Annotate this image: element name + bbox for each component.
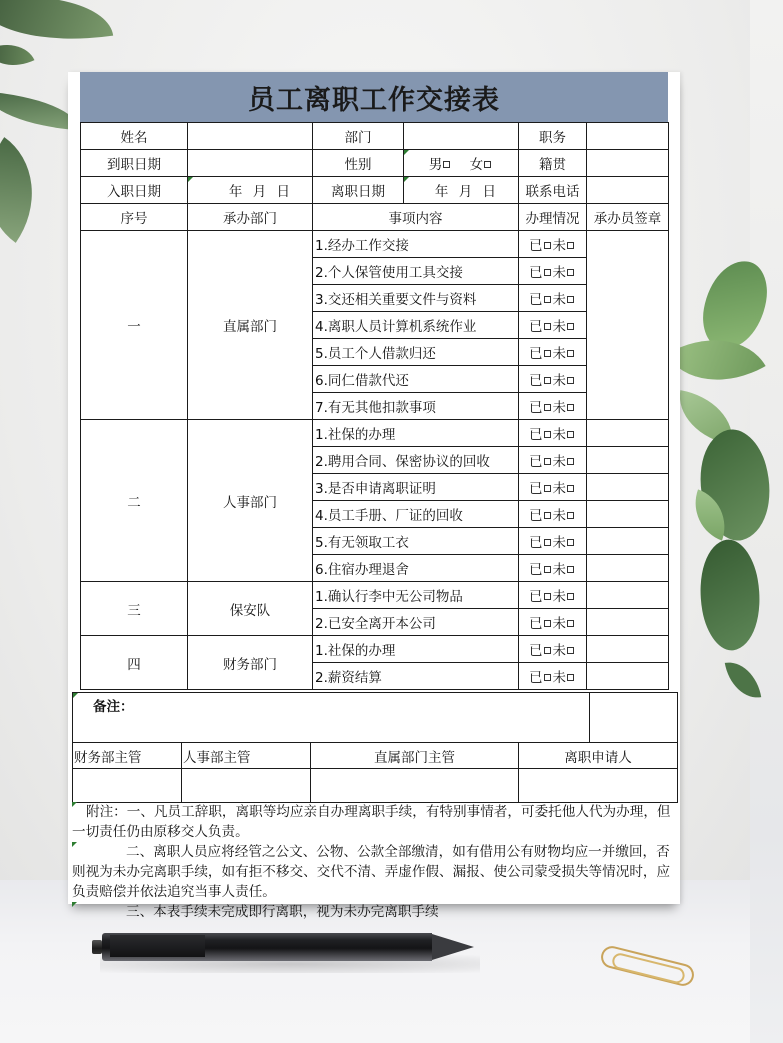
status-done-checkbox[interactable] <box>544 323 551 330</box>
gender-female-checkbox[interactable] <box>484 161 491 168</box>
item-content: 6.同仁借款代还 <box>313 366 519 393</box>
item-status <box>519 528 587 555</box>
signature-cell[interactable] <box>587 528 669 555</box>
item-status <box>519 447 587 474</box>
notes-section <box>72 802 677 922</box>
pen-clip <box>110 935 205 957</box>
item-content: 1.经办工作交接 <box>313 231 519 258</box>
status-not-done-label: 未 <box>552 481 566 497</box>
status-not-done-label: 未 <box>552 265 566 281</box>
table-row <box>81 636 669 663</box>
status-not-done-checkbox[interactable] <box>567 323 574 330</box>
table-row <box>81 231 669 258</box>
status-not-done-label: 未 <box>552 373 566 389</box>
signature-cell[interactable] <box>587 555 669 582</box>
note-paragraph-3: 三、本表手续未完成即行离职，视为未办完离职手续 <box>72 902 677 922</box>
status-done-checkbox[interactable] <box>544 485 551 492</box>
table-row <box>81 420 669 447</box>
item-content: 2.已安全离开本公司 <box>313 609 519 636</box>
status-done-checkbox[interactable] <box>544 269 551 276</box>
status-not-done-checkbox[interactable] <box>567 512 574 519</box>
item-status <box>519 312 587 339</box>
status-not-done-checkbox[interactable] <box>567 431 574 438</box>
status-not-done-label: 未 <box>552 427 566 443</box>
item-status <box>519 231 587 258</box>
status-not-done-label: 未 <box>552 670 566 686</box>
item-status <box>519 636 587 663</box>
info-row-3 <box>81 177 669 204</box>
remarks-field[interactable] <box>73 693 590 743</box>
status-done-label: 已 <box>529 238 543 254</box>
dept-label: 部门 <box>313 123 404 150</box>
entry-date-label: 入职日期 <box>81 177 188 204</box>
status-not-done-checkbox[interactable] <box>567 485 574 492</box>
group-dept: 人事部门 <box>188 420 313 582</box>
item-content: 1.确认行李中无公司物品 <box>313 582 519 609</box>
group-dept: 财务部门 <box>188 636 313 690</box>
status-not-done-label: 未 <box>552 319 566 335</box>
status-not-done-checkbox[interactable] <box>567 620 574 627</box>
remarks-label: 备注： <box>93 699 134 715</box>
status-done-label: 已 <box>529 643 543 659</box>
handover-table <box>80 122 669 690</box>
group-seq: 四 <box>81 636 188 690</box>
signature-header-row <box>73 743 678 769</box>
phone-field[interactable] <box>587 177 669 204</box>
group-seq: 一 <box>81 231 188 420</box>
status-done-checkbox[interactable] <box>544 458 551 465</box>
status-not-done-label: 未 <box>552 508 566 524</box>
phone-label: 联系电话 <box>519 177 587 204</box>
applicant-signature[interactable] <box>519 769 678 803</box>
col-header-dept: 承办部门 <box>188 204 313 231</box>
signature-row <box>73 769 678 803</box>
dept-field[interactable] <box>404 123 519 150</box>
status-done-label: 已 <box>529 292 543 308</box>
status-not-done-checkbox[interactable] <box>567 296 574 303</box>
status-done-checkbox[interactable] <box>544 296 551 303</box>
remarks-signature-table <box>72 692 678 803</box>
group-seq: 二 <box>81 420 188 582</box>
gender-label: 性别 <box>313 150 404 177</box>
item-status <box>519 474 587 501</box>
group-dept: 直属部门 <box>188 231 313 420</box>
item-status <box>519 366 587 393</box>
status-done-label: 已 <box>529 265 543 281</box>
status-done-checkbox[interactable] <box>544 431 551 438</box>
note-paragraph-2: 二、离职人员应将经管之公文、公物、公款全部缴清，如有借用公有财物均应一并缴回，否则视为未办完离职手续，如有拒不移交、交代不清、弄虚作假、漏报、使公司蒙受损失等情况时，应负责赔偿并依法追究当事人责任。 <box>72 842 677 902</box>
col-header-item: 事项内容 <box>313 204 519 231</box>
leave-date-label: 离职日期 <box>313 177 404 204</box>
status-done-label: 已 <box>529 481 543 497</box>
item-status <box>519 420 587 447</box>
item-content: 3.是否申请离职证明 <box>313 474 519 501</box>
status-done-checkbox[interactable] <box>544 566 551 573</box>
hr-manager-signature[interactable] <box>182 769 311 803</box>
status-done-label: 已 <box>529 589 543 605</box>
status-not-done-label: 未 <box>552 238 566 254</box>
status-done-checkbox[interactable] <box>544 350 551 357</box>
signature-cell[interactable] <box>587 582 669 609</box>
status-done-label: 已 <box>529 346 543 362</box>
name-label: 姓名 <box>81 123 188 150</box>
col-header-sign: 承办员签章 <box>587 204 669 231</box>
status-not-done-label: 未 <box>552 643 566 659</box>
item-content: 2.薪资结算 <box>313 663 519 690</box>
handover-form-paper <box>68 72 680 920</box>
column-header-row <box>81 204 669 231</box>
signature-cell[interactable] <box>587 663 669 690</box>
item-content: 2.个人保管使用工具交接 <box>313 258 519 285</box>
status-not-done-checkbox[interactable] <box>567 404 574 411</box>
finance-manager-signature[interactable] <box>73 769 182 803</box>
status-done-checkbox[interactable] <box>544 377 551 384</box>
signature-cell[interactable] <box>587 231 669 420</box>
handover-groups <box>81 231 669 690</box>
item-status <box>519 555 587 582</box>
name-field[interactable] <box>188 123 313 150</box>
info-row-2 <box>81 150 669 177</box>
status-done-label: 已 <box>529 454 543 470</box>
item-status <box>519 339 587 366</box>
status-not-done-label: 未 <box>552 589 566 605</box>
gender-male-label: 男 <box>428 157 443 173</box>
status-not-done-checkbox[interactable] <box>567 350 574 357</box>
remarks-sign-cell[interactable] <box>590 693 678 743</box>
applicant-label: 离职申请人 <box>519 743 678 769</box>
status-done-label: 已 <box>529 319 543 335</box>
item-content: 5.员工个人借款归还 <box>313 339 519 366</box>
col-header-seq: 序号 <box>81 204 188 231</box>
item-status <box>519 501 587 528</box>
note-paragraph-1: 附注：一、凡员工辞职，离职等均应亲自办理离职手续，有特别事情者，可委托他人代为办理，但一切责任仍由原移交人负责。 <box>72 802 677 842</box>
item-content: 3.交还相关重要文件与资料 <box>313 285 519 312</box>
signature-cell[interactable] <box>587 609 669 636</box>
signature-cell[interactable] <box>587 447 669 474</box>
gender-male-checkbox[interactable] <box>443 161 450 168</box>
origin-field[interactable] <box>587 150 669 177</box>
entry-date-field[interactable]: 年 月 日 <box>188 177 313 204</box>
signature-cell[interactable] <box>587 474 669 501</box>
status-done-label: 已 <box>529 670 543 686</box>
col-header-status: 办理情况 <box>519 204 587 231</box>
origin-label: 籍贯 <box>519 150 587 177</box>
status-not-done-checkbox[interactable] <box>567 269 574 276</box>
item-content: 4.员工手册、厂证的回收 <box>313 501 519 528</box>
item-content: 1.社保的办理 <box>313 636 519 663</box>
status-done-label: 已 <box>529 373 543 389</box>
status-not-done-label: 未 <box>552 400 566 416</box>
status-not-done-label: 未 <box>552 292 566 308</box>
direct-manager-label: 直属部门主管 <box>311 743 519 769</box>
hr-manager-label: 人事部主管 <box>182 743 311 769</box>
position-field[interactable] <box>587 123 669 150</box>
signature-cell[interactable] <box>587 420 669 447</box>
leave-date-field[interactable]: 年 月 日 <box>404 177 519 204</box>
join-date-label: 到职日期 <box>81 150 188 177</box>
status-not-done-checkbox[interactable] <box>567 458 574 465</box>
item-content: 4.离职人员计算机系统作业 <box>313 312 519 339</box>
item-content: 5.有无领取工衣 <box>313 528 519 555</box>
finance-manager-label: 财务部主管 <box>73 743 182 769</box>
status-done-checkbox[interactable] <box>544 404 551 411</box>
status-done-checkbox[interactable] <box>544 512 551 519</box>
pen-icon <box>92 933 474 959</box>
status-not-done-label: 未 <box>552 346 566 362</box>
form-title: 员工离职工作交接表 <box>80 72 668 122</box>
status-not-done-label: 未 <box>552 562 566 578</box>
status-done-checkbox[interactable] <box>544 647 551 654</box>
signature-cell[interactable] <box>587 636 669 663</box>
item-status <box>519 663 587 690</box>
status-done-label: 已 <box>529 400 543 416</box>
item-status <box>519 393 587 420</box>
pen-tip <box>432 934 474 960</box>
status-not-done-label: 未 <box>552 616 566 632</box>
status-not-done-checkbox[interactable] <box>567 242 574 249</box>
signature-cell[interactable] <box>587 501 669 528</box>
status-done-checkbox[interactable] <box>544 620 551 627</box>
status-done-label: 已 <box>529 616 543 632</box>
status-not-done-label: 未 <box>552 454 566 470</box>
direct-manager-signature[interactable] <box>311 769 519 803</box>
status-not-done-checkbox[interactable] <box>567 539 574 546</box>
status-not-done-checkbox[interactable] <box>567 377 574 384</box>
item-status <box>519 285 587 312</box>
status-done-checkbox[interactable] <box>544 242 551 249</box>
status-not-done-checkbox[interactable] <box>567 647 574 654</box>
position-label: 职务 <box>519 123 587 150</box>
status-not-done-checkbox[interactable] <box>567 674 574 681</box>
status-done-label: 已 <box>529 562 543 578</box>
item-content: 6.住宿办理退舍 <box>313 555 519 582</box>
gender-options <box>404 150 519 177</box>
join-date-field[interactable] <box>188 150 313 177</box>
item-status <box>519 609 587 636</box>
item-status <box>519 582 587 609</box>
status-not-done-label: 未 <box>552 535 566 551</box>
table-row <box>81 582 669 609</box>
item-content: 2.聘用合同、保密协议的回收 <box>313 447 519 474</box>
gender-female-label: 女 <box>469 157 484 173</box>
status-done-label: 已 <box>529 535 543 551</box>
item-content: 7.有无其他扣款事项 <box>313 393 519 420</box>
status-not-done-checkbox[interactable] <box>567 593 574 600</box>
status-done-checkbox[interactable] <box>544 539 551 546</box>
status-done-label: 已 <box>529 508 543 524</box>
group-seq: 三 <box>81 582 188 636</box>
pen-cap <box>92 940 102 954</box>
status-done-checkbox[interactable] <box>544 593 551 600</box>
item-status <box>519 258 587 285</box>
status-done-label: 已 <box>529 427 543 443</box>
status-not-done-checkbox[interactable] <box>567 566 574 573</box>
status-done-checkbox[interactable] <box>544 674 551 681</box>
item-content: 1.社保的办理 <box>313 420 519 447</box>
remarks-row <box>73 693 678 743</box>
info-row-1 <box>81 123 669 150</box>
group-dept: 保安队 <box>188 582 313 636</box>
